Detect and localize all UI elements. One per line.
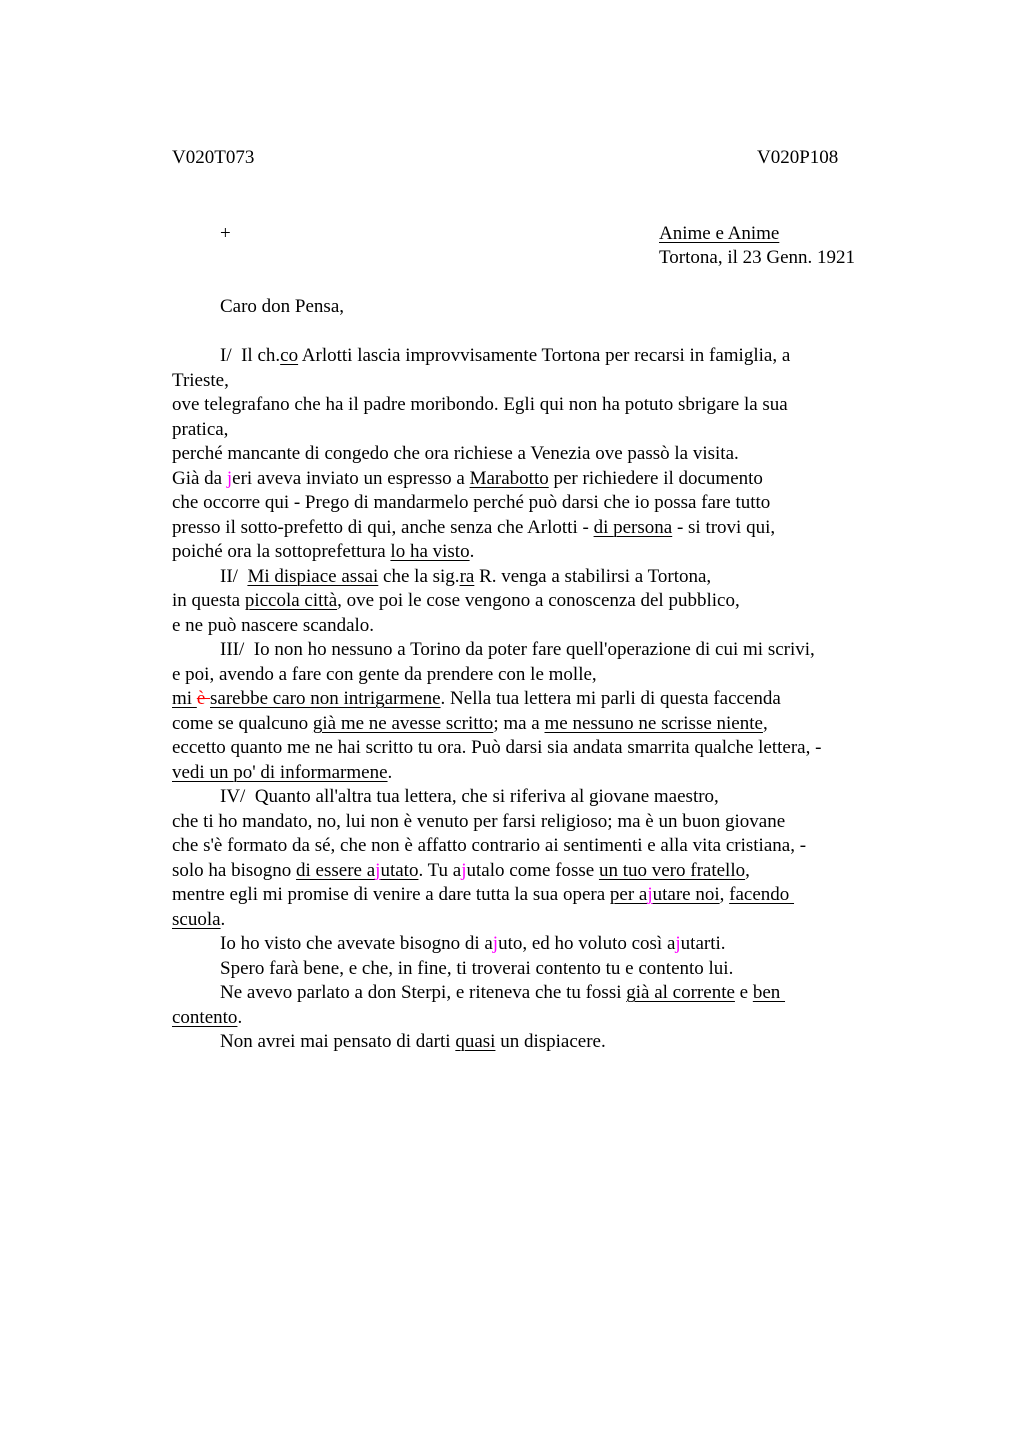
text-segment: Non avrei mai pensato di darti: [220, 1031, 456, 1052]
editorial-insertion: j: [226, 467, 233, 489]
text-segment: e: [734, 982, 753, 1003]
text-segment: - si trovi qui,: [672, 516, 776, 538]
text-segment: poiché ora la sottoprefettura: [172, 541, 391, 562]
underlined-text: già al corrente: [626, 982, 735, 1003]
text-segment: .: [469, 541, 475, 562]
body-line: [172, 663, 821, 688]
underlined-text: di essere a: [296, 859, 376, 881]
text-segment: III/ Io non ho nessuno a Torino da poter fare quell'operazione di cui mi scrivi,: [220, 639, 815, 660]
underlined-text: vedi un po' di informarmene: [172, 761, 388, 783]
underlined-text: co: [280, 345, 299, 366]
body-line: [172, 859, 821, 884]
text-segment: uto, ed ho voluto così a: [498, 933, 676, 954]
editorial-insertion: j: [675, 933, 681, 954]
body-line: [172, 932, 821, 957]
cross-symbol: +: [220, 223, 231, 244]
text-segment: Arlotti lascia improvvisamente Tortona per recarsi in famiglia, a: [298, 345, 791, 366]
underlined-text: scuola: [172, 908, 221, 930]
body-line: [172, 908, 821, 933]
text-segment: che ti ho mandato, no, lui non è venuto per farsi religioso; ma è un buon giovane: [172, 810, 786, 832]
document-code-right: V020P108: [757, 147, 839, 168]
text-segment: solo ha bisogno: [172, 859, 297, 881]
body-line: [172, 883, 821, 908]
text-segment: Trieste,: [172, 369, 229, 391]
body-line: [172, 540, 821, 565]
text-segment: un dispiacere.: [495, 1031, 606, 1052]
text-segment: R. venga a stabilirsi a Tortona,: [474, 565, 712, 587]
text-segment: IV/ Quanto all'altra tua lettera, che si riferiva al giovane maestro,: [220, 786, 719, 807]
body-line: [172, 1006, 821, 1031]
body-line: [172, 442, 821, 467]
editorial-insertion: j: [375, 859, 381, 881]
text-segment: ,: [762, 712, 768, 734]
underlined-text: lo ha visto: [390, 541, 470, 562]
body-line: [172, 957, 821, 982]
text-segment: utarti.: [680, 933, 726, 954]
body-line: [172, 810, 821, 835]
text-segment: .: [237, 1006, 243, 1028]
underlined-text: contento: [172, 1006, 238, 1028]
underlined-text: un tuo vero fratello: [598, 859, 746, 881]
text-segment: . Tu a: [418, 859, 462, 881]
body-line: [172, 736, 821, 761]
text-segment: ; ma a: [493, 712, 545, 734]
text-segment: mentre egli mi promise di venire a dare tutta la sua opera: [172, 884, 610, 905]
text-segment: che s'è formato da sé, che non è affatto contrario ai sentimenti e alla vita cristiana, -: [172, 835, 807, 856]
body-line: [172, 418, 821, 443]
underlined-text: ben: [752, 982, 786, 1003]
text-segment: , ove poi le cose vengono a conoscenza del pubblico,: [337, 590, 740, 611]
underlined-text: quasi: [455, 1031, 496, 1052]
underlined-text: mi: [172, 688, 197, 709]
text-segment: eri aveva inviato un espresso a: [232, 467, 470, 489]
text-segment: in questa: [172, 590, 245, 611]
text-segment: Già da: [172, 467, 227, 489]
body-line: [172, 516, 821, 541]
underlined-text: già me ne avesse scritto: [312, 712, 494, 734]
underlined-text: per a: [609, 884, 648, 905]
editorial-insertion: j: [461, 859, 467, 881]
editorial-deletion: è: [196, 688, 210, 709]
body-line: [172, 687, 821, 712]
underlined-text: facendo: [729, 884, 795, 905]
body-line: [172, 1030, 821, 1055]
body-line: [172, 761, 821, 786]
body-line: [172, 638, 821, 663]
text-segment: ,: [719, 884, 730, 905]
underlined-text: ra: [459, 565, 475, 587]
text-segment: utalo come fosse: [466, 859, 599, 881]
text-segment: che la sig.: [378, 565, 460, 587]
underlined-text: Mi dispiace assai: [247, 565, 379, 587]
letterhead-motto: Anime e Anime: [659, 223, 780, 244]
text-segment: .: [220, 908, 226, 930]
body-line: [172, 369, 821, 394]
text-segment: come se qualcuno: [172, 712, 313, 734]
body-line: [172, 589, 821, 614]
underlined-text: sarebbe caro non intrigarmene: [210, 688, 441, 709]
editorial-insertion: j: [492, 933, 499, 954]
body-line: [172, 981, 821, 1006]
text-segment: perché mancante di congedo che ora richiese a Venezia ove passò la visita.: [172, 443, 739, 464]
text-segment: e poi, avendo a fare con gente da prendere con le molle,: [172, 663, 597, 685]
text-segment: pratica,: [172, 418, 229, 440]
text-segment: eccetto quanto me ne hai scritto tu ora. Può darsi sia andata smarrita qualche lettera, -: [172, 737, 822, 758]
letter-body: [172, 344, 821, 1055]
text-segment: .: [387, 761, 393, 783]
underlined-text: piccola città: [244, 590, 338, 611]
text-segment: . Nella tua lettera mi parli di questa faccenda: [440, 688, 781, 709]
body-line: [172, 393, 821, 418]
text-segment: Ne avevo parlato a don Sterpi, e riteneva che tu fossi: [220, 982, 627, 1003]
body-line: [172, 712, 821, 737]
text-segment: ove telegrafano che ha il padre moribondo. Egli qui non ha potuto sbrigare la sua: [172, 394, 788, 415]
underlined-text: Marabotto: [469, 467, 549, 489]
body-line: [172, 834, 821, 859]
salutation: Caro don Pensa,: [220, 296, 345, 317]
body-line: [172, 344, 821, 369]
text-segment: I/ Il ch.: [220, 345, 281, 366]
text-segment: e ne può nascere scandalo.: [172, 614, 375, 636]
text-segment: che occorre qui - Prego di mandarmelo perché può darsi che io possa fare tutto: [172, 492, 771, 513]
text-segment: per richiedere il documento: [548, 467, 763, 489]
text-segment: Spero farà bene, e che, in fine, ti troverai contento tu e contento lui.: [220, 957, 734, 979]
text-segment: II/: [220, 565, 248, 587]
underlined-text: me nessuno ne scrisse niente: [544, 712, 763, 734]
body-line: [172, 491, 821, 516]
place-date: Tortona, il 23 Genn. 1921: [659, 247, 856, 268]
body-line: [172, 785, 821, 810]
underlined-text: utato: [380, 859, 419, 881]
body-line: [172, 565, 821, 590]
text-segment: Io ho visto che avevate bisogno di a: [220, 933, 493, 954]
underlined-text: di persona: [593, 516, 673, 538]
body-line: [172, 614, 821, 639]
underlined-text: utare noi: [652, 884, 720, 905]
document-code-left: V020T073: [172, 147, 255, 168]
text-segment: ,: [745, 859, 750, 881]
text-segment: presso il sotto-prefetto di qui, anche senza che Arlotti -: [172, 516, 594, 538]
editorial-insertion: j: [647, 884, 653, 905]
body-line: [172, 467, 821, 492]
